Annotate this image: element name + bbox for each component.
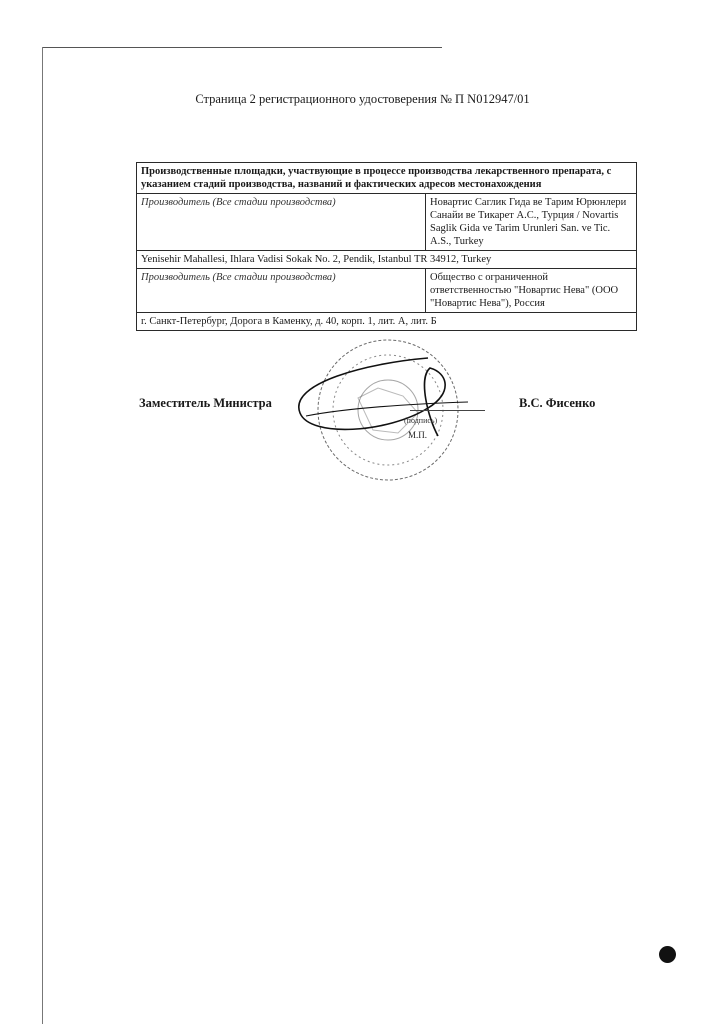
table-title-row [137, 163, 637, 194]
site-role: Производитель (Все стадии производства) [137, 269, 426, 313]
site-address: г. Санкт-Петербург, Дорога в Каменку, д. 40, корп. 1, лит. А, лит. Б [137, 313, 637, 331]
production-sites-table [136, 162, 637, 331]
site-row [137, 269, 637, 313]
table-title: Производственные площадки, участвующие в процессе производства лекарственного препарата, с указанием стадий производства, названий и фактических адресов местонахождения [137, 163, 637, 194]
signatory-position: Заместитель Министра [139, 396, 272, 410]
page-header: Страница 2 регистрационного удостоверения № П N012947/01 [195, 92, 530, 106]
site-address: Yenisehir Mahallesi, Ihlara Vadisi Sokak No. 2, Pendik, Istanbul TR 34912, Turkey [137, 251, 637, 269]
scan-edge-top [42, 47, 442, 48]
site-row [137, 194, 637, 251]
signature-caption: (подпись) [404, 416, 438, 425]
signatory-name: В.С. Фисенко [519, 396, 596, 410]
site-name: Общество с ограниченной ответственностью "Новартис Нева" (ООО "Новартис Нева"), Россия [426, 269, 637, 313]
site-address-row [137, 251, 637, 269]
seal-caption: М.П. [408, 430, 428, 440]
site-role: Производитель (Все стадии производства) [137, 194, 426, 251]
site-name: Новартис Саглик Гида ве Тарим Юрюнлери Санайи ве Тикарет А.С., Турция / Novartis Saglik Gida ve Tarim Urunleri San. ve Tic. A.S., Turkey [426, 194, 637, 251]
page-marker-dot [659, 946, 676, 963]
signature-line [410, 410, 485, 411]
scan-edge-left [42, 47, 43, 1024]
signature-block [0, 396, 725, 418]
site-address-row [137, 313, 637, 331]
